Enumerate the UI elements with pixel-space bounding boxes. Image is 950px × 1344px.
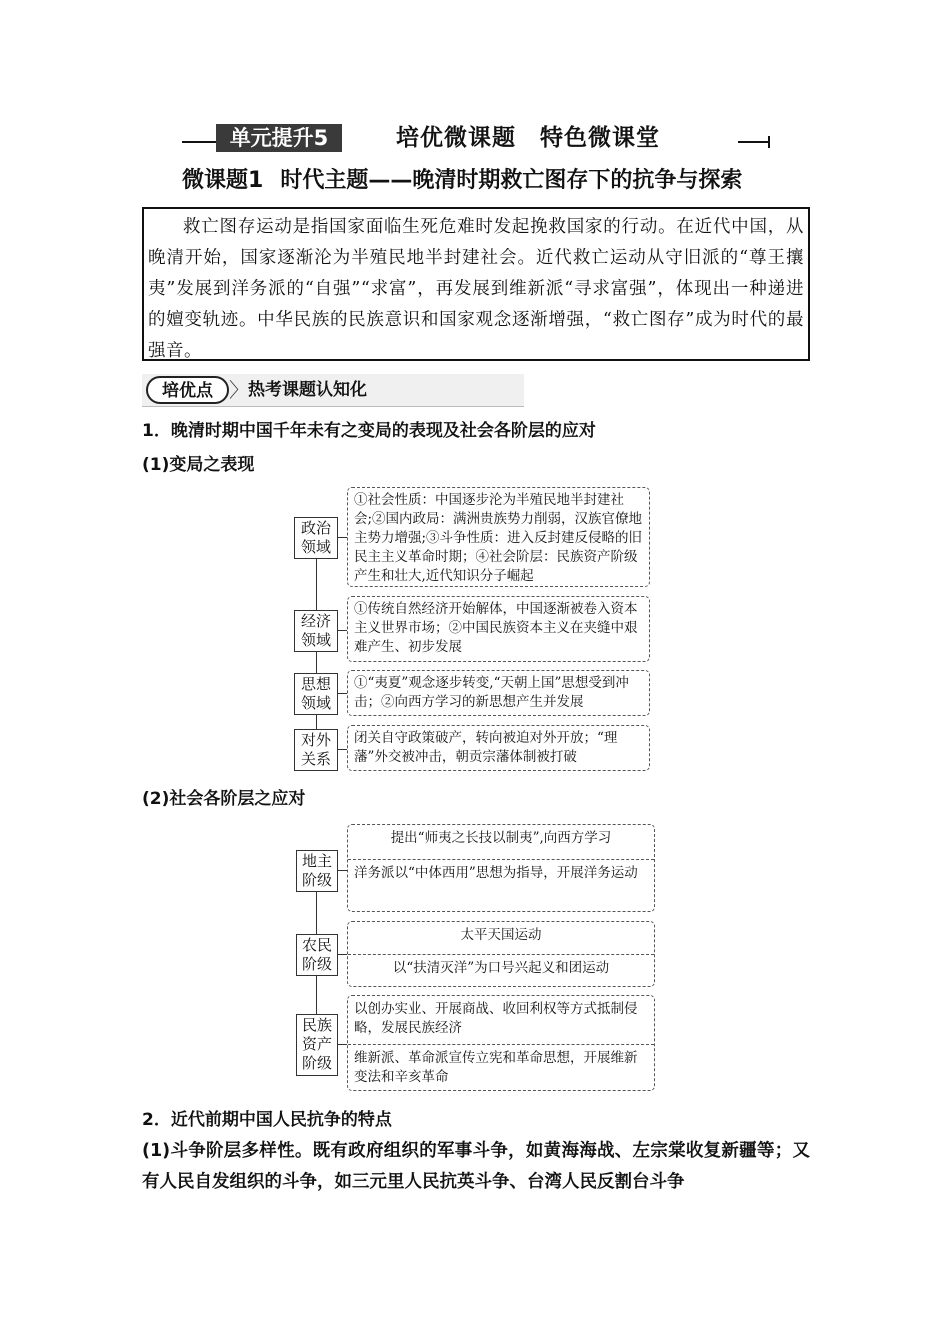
unit-badge: 单元提升5: [216, 124, 342, 152]
connector: [337, 1044, 347, 1045]
header-rule-left: [182, 141, 216, 143]
intro-text: 救亡图存运动是指国家面临生死危难时发起挽救国家的行动。在近代中国，从晚清开始，国家逐渐沦为半殖民地半封建社会。近代救亡运动从守旧派的“尊王攘夷”发展到洋务派的“自强”“求富”，再发展到维新派“寻求富强”，体现出一种递进的嬗变轨迹。中华民族的民族意识和国家观念逐渐增强，“救亡图存”成为时代的最强音。: [148, 217, 804, 361]
connector: [337, 537, 347, 538]
connector: [337, 749, 347, 750]
unit-header: [182, 122, 770, 154]
response-items: [347, 824, 655, 912]
response-items: [347, 921, 655, 987]
connector: [337, 870, 347, 871]
response-category: 农民阶级: [296, 934, 338, 976]
response-category: 地主阶级: [296, 850, 338, 892]
response-category: 民族资产阶级: [296, 1014, 338, 1076]
connector: [337, 630, 347, 631]
tag-text: 热考课题认知化: [248, 380, 367, 400]
section1-sub1: (1)变局之表现: [142, 455, 255, 475]
header-rule-tick: [768, 136, 770, 148]
topic-label: 微课题1: [182, 168, 264, 193]
change-desc: ①社会性质：中国逐步沦为半殖民地半封建社会;②国内政局：满洲贵族势力削弱，汉族官僚地主势力增强;③斗争性质：进入反封建反侵略的旧民主主义革命时期；④社会阶层：民族资产阶级产生和壮大,近代知识分子崛起: [347, 487, 650, 587]
unit-title-part2: 特色微课堂: [540, 125, 660, 151]
section1-heading: 1．晚清时期中国千年未有之变局的表现及社会各阶层的应对: [142, 421, 596, 441]
change-category: 经济领域: [294, 610, 338, 652]
connector: [337, 693, 347, 694]
response-item: 以“扶清灭洋”为口号兴起义和团运动: [348, 954, 654, 982]
section2-heading: 2．近代前期中国人民抗争的特点: [142, 1110, 392, 1130]
change-category: 政治领域: [294, 517, 338, 559]
topic-theme: 时代主题——: [280, 168, 413, 193]
header-rule-right: [738, 141, 770, 143]
section2-paragraph: (1)斗争阶层多样性。既有政府组织的军事斗争，如黄海海战、左宗棠收复新疆等；又有人民自发组织的斗争，如三元里人民抗英斗争、台湾人民反割台斗争: [142, 1141, 810, 1192]
unit-title: [396, 122, 684, 154]
response-item: 提出“师夷之长技以制夷”,向西方学习: [390, 830, 612, 846]
change-desc: 闭关自守政策破产，转向被迫对外开放；“理藩”外交被冲击，朝贡宗藩体制被打破: [347, 725, 650, 771]
unit-title-part1: 培优微课题: [396, 125, 516, 151]
topic-main-title: 晚清时期救亡图存下的抗争与探索: [412, 167, 743, 193]
change-category: 对外关系: [294, 729, 338, 771]
response-items: [347, 995, 655, 1091]
section-tag-bar: [142, 374, 524, 407]
connector: [337, 954, 347, 955]
change-desc: ①“夷夏”观念逐步转变,“天朝上国”思想受到冲击；②向西方学习的新思想产生并发展: [347, 670, 650, 716]
topic-title: [182, 165, 742, 196]
intro-box: [142, 207, 810, 361]
response-item: 维新派、革命派宣传立宪和革命思想，开展维新变法和辛亥革命: [348, 1044, 654, 1091]
section1-sub2: (2)社会各阶层之应对: [142, 789, 306, 809]
tag-label: 培优点: [146, 376, 229, 404]
response-item: 以创办实业、开展商战、收回利权等方式抵制侵略，发展民族经济: [354, 1001, 638, 1036]
response-item: 太平天国运动: [460, 927, 542, 943]
chevron-right-icon: 〉: [229, 378, 249, 402]
change-desc: ①传统自然经济开始解体，中国逐渐被卷入资本主义世界市场；②中国民族资本主义在夹缝中艰难产生、初步发展: [347, 596, 650, 662]
change-category: 思想领域: [294, 673, 338, 715]
response-item: 洋务派以“中体西用”思想为指导，开展洋务运动: [348, 859, 654, 887]
